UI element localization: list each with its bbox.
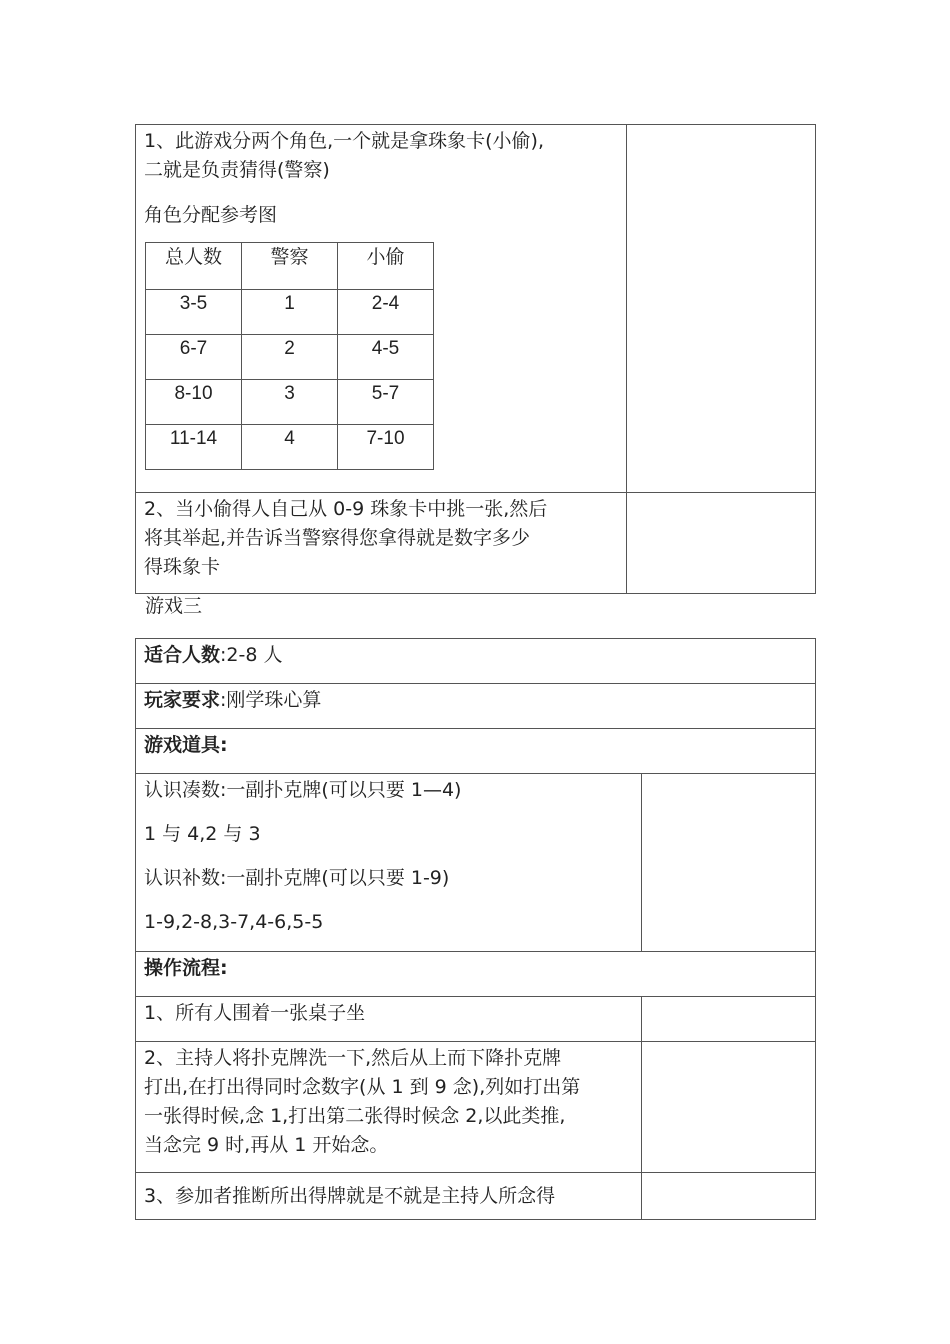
step1-right [641, 996, 816, 1042]
cell-thief: 5-7 [338, 380, 434, 425]
step1-left: 1、所有人围着一张桌子坐 [135, 996, 642, 1042]
props-line: 1-9,2-8,3-7,4-6,5-5 [144, 911, 324, 933]
step2-line: 当念完 9 时,再从 1 开始念。 [144, 1134, 389, 1156]
table-row [146, 380, 434, 425]
cell-police: 4 [242, 425, 338, 470]
props-detail-left [135, 773, 642, 952]
step2-left [135, 1041, 642, 1173]
table1-row2-left [135, 492, 627, 594]
props-row: 游戏道具: [135, 728, 816, 774]
row1-line2: 二就是负责猜得(警察) [144, 159, 330, 181]
roles-header-row [146, 243, 434, 290]
cell-total: 6-7 [146, 335, 242, 380]
cell-thief: 4-5 [338, 335, 434, 380]
flow-row: 操作流程: [135, 951, 816, 997]
cell-total: 11-14 [146, 425, 242, 470]
players-label: 适合人数 [144, 644, 221, 666]
table-row [146, 290, 434, 335]
cell-thief: 7-10 [338, 425, 434, 470]
requirement-label: 玩家要求 [144, 689, 221, 711]
step2-line: 2、主持人将扑克牌洗一下,然后从上而下降扑克牌 [144, 1047, 562, 1069]
table2 [135, 638, 816, 1220]
section-title: 游戏三 [145, 595, 203, 617]
table1-row2-right [626, 492, 816, 594]
requirement-value: :刚学珠心算 [220, 689, 322, 711]
step2-line: 一张得时候,念 1,打出第二张得时候念 2,以此类推, [144, 1105, 566, 1127]
props-line: 认识补数:一副扑克牌(可以只要 1-9) [144, 867, 450, 889]
step2-right [641, 1041, 816, 1173]
props-line: 认识凑数:一副扑克牌(可以只要 1—4) [144, 779, 462, 801]
props-detail-right [641, 773, 816, 952]
header-thief: 小偷 [338, 243, 434, 290]
props-line: 1 与 4,2 与 3 [144, 823, 261, 845]
ref-title: 角色分配参考图 [144, 204, 278, 226]
cell-police: 1 [242, 290, 338, 335]
row1-line1: 1、此游戏分两个角色,一个就是拿珠象卡(小偷), [144, 130, 544, 152]
row2-line1: 2、当小偷得人自己从 0-9 珠象卡中挑一张,然后 [144, 498, 548, 520]
header-police: 警察 [242, 243, 338, 290]
table-row [146, 335, 434, 380]
row2-line3: 得珠象卡 [144, 556, 221, 578]
step3-left: 3、参加者推断所出得牌就是不就是主持人所念得 [135, 1172, 642, 1220]
table-row [146, 425, 434, 470]
players-value: :2-8 人 [220, 644, 283, 666]
header-total: 总人数 [146, 243, 242, 290]
cell-total: 3-5 [146, 290, 242, 335]
table1-row1-right [626, 124, 816, 493]
players-row [135, 638, 816, 684]
cell-thief: 2-4 [338, 290, 434, 335]
step3-right [641, 1172, 816, 1220]
cell-police: 2 [242, 335, 338, 380]
row2-line2: 将其举起,并告诉当警察得您拿得就是数字多少 [144, 527, 531, 549]
step2-line: 打出,在打出得同时念数字(从 1 到 9 念),列如打出第 [144, 1076, 581, 1098]
cell-police: 3 [242, 380, 338, 425]
cell-total: 8-10 [146, 380, 242, 425]
roles-table [145, 242, 434, 470]
requirement-row [135, 683, 816, 729]
